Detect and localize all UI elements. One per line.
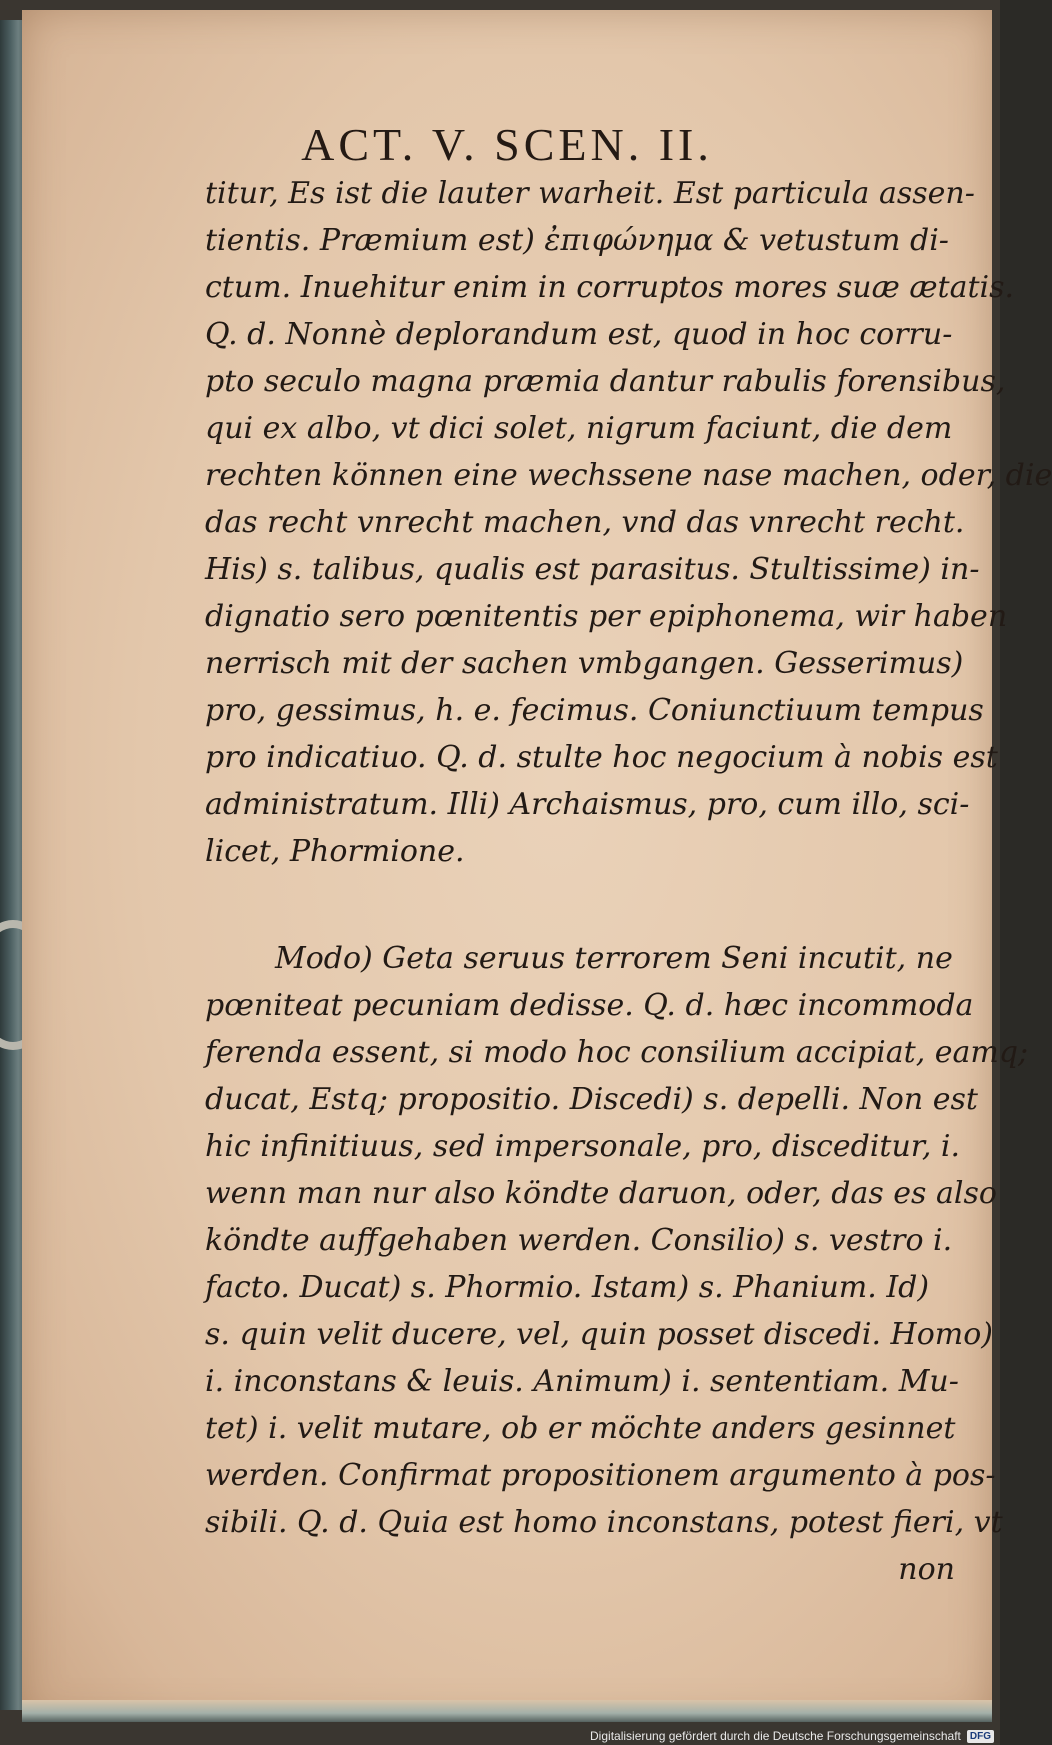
- text-line: wenn man nur also köndte daruon, oder, das es also: [205, 1176, 997, 1211]
- text-line: titur, Es ist die lauter warheit. Est particula assen-: [205, 176, 975, 211]
- text-line: pœniteat pecuniam dedisse. Q. d. hæc incommoda: [205, 988, 974, 1023]
- paragraph-1: [205, 170, 1052, 875]
- text-line: tientis. Præmium est) ἐπιφώνημα & vetustum di-: [205, 223, 949, 258]
- paragraph-gap: [205, 875, 965, 935]
- running-header: ACT. V. SCEN. II.: [301, 119, 713, 170]
- text-line: sibili. Q. d. Quia est homo inconstans, potest fieri, vt: [205, 1505, 1003, 1540]
- text-line: ferenda essent, si modo hoc consilium accipiat, eamq;: [205, 1035, 1029, 1070]
- text-line: licet, Phormione.: [205, 834, 465, 869]
- text-line: köndte auffgehaben werden. Consilio) s. vestro i.: [205, 1223, 953, 1258]
- text-line: administratum. Illi) Archaismus, pro, cum illo, sci-: [205, 787, 970, 822]
- text-line: tet) i. velit mutare, ob er möchte anders gesinnet: [205, 1411, 956, 1446]
- footer-credit: Digitalisierung gefördert durch die Deutsche Forschungsgemeinschaft: [590, 1729, 961, 1743]
- text-line: Q. d. Nonnè deplorandum est, quod in hoc corru-: [205, 317, 953, 352]
- book-page: [22, 10, 1052, 1722]
- text-line: ctum. Inuehitur enim in corruptos mores suæ ætatis.: [205, 270, 1015, 305]
- page-body: [205, 170, 1052, 1593]
- text-line: His) s. talibus, qualis est parasitus. Stultissime) in-: [205, 552, 980, 587]
- dfg-logo-icon: DFG: [967, 1730, 994, 1743]
- page-bottom-edge: [22, 1700, 992, 1722]
- text-line: qui ex albo, vt dici solet, nigrum faciunt, die dem: [205, 411, 953, 446]
- text-line: dignatio sero pœnitentis per epiphonema, wir haben: [205, 599, 1008, 634]
- text-line: s. quin velit ducere, vel, quin posset discedi. Homo): [205, 1317, 993, 1352]
- text-line: hic infinitiuus, sed impersonale, pro, disceditur, i.: [205, 1129, 961, 1164]
- text-line: werden. Confirmat propositionem argumento à pos-: [205, 1458, 996, 1493]
- digitization-footer: [590, 1729, 994, 1743]
- catchword: non: [898, 1552, 955, 1587]
- text-line: pro indicatiuo. Q. d. stulte hoc negocium à nobis est: [205, 740, 998, 775]
- text-line: nerrisch mit der sachen vmbgangen. Gesserimus): [205, 646, 964, 681]
- text-line: ducat, Estq; propositio. Discedi) s. depelli. Non est: [205, 1082, 978, 1117]
- text-line: rechten können eine wechssene nase machen, oder, die: [205, 458, 1052, 493]
- text-line: pro, gessimus, h. e. fecimus. Coniunctiuum tempus: [205, 693, 984, 728]
- text-line: facto. Ducat) s. Phormio. Istam) s. Phanium. Id): [205, 1270, 930, 1305]
- text-line: pto seculo magna præmia dantur rabulis forensibus,: [205, 364, 1006, 399]
- paragraph-2: [205, 935, 1029, 1593]
- text-line: i. inconstans & leuis. Animum) i. sententiam. Mu-: [205, 1364, 959, 1399]
- text-line: Modo) Geta seruus terrorem Seni incutit, ne: [275, 941, 953, 976]
- text-line: das recht vnrecht machen, vnd das vnrecht recht.: [205, 505, 965, 540]
